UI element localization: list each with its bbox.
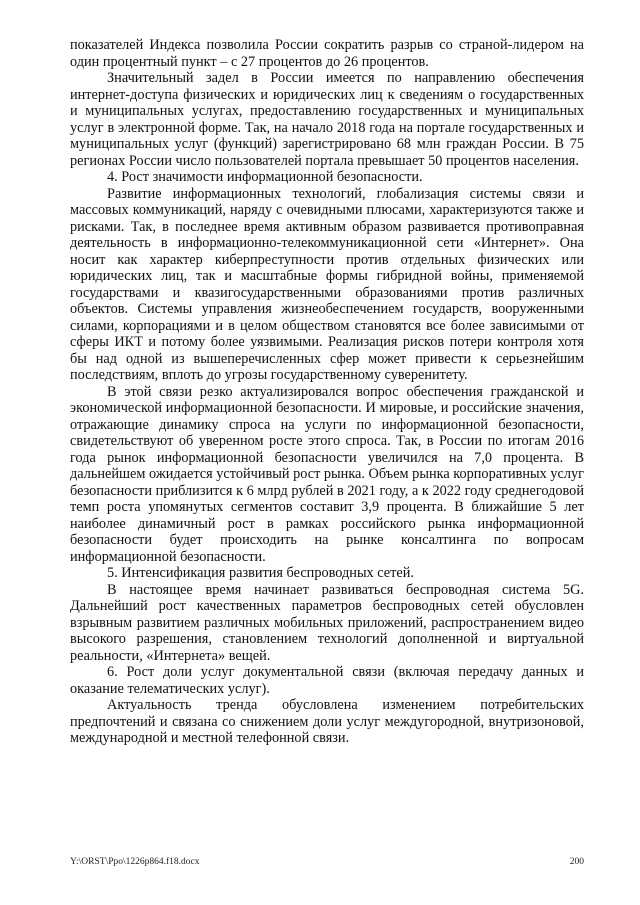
paragraph-continuation: показателей Индекса позволила России сократить разрыв со страной-лидером на один процентный пункт – с 27 процентов до 26 процентов.	[70, 37, 584, 70]
paragraph-info-tech-risks: Развитие информационных технологий, глобализация системы связи и массовых коммуникаций, наряду с очевидными плюсами, характеризуются также и рисками. Так, в последнее время активным образом развивается противоправная деятельность в информационно-телекоммуникационной сети «Интернет». Она носит как характер киберпреступности против отдельных физических или юридических лиц, так и масштабные формы гибридной войны, применяемой государствами и квазигосударственными образованиями против различных объектов. Системы управления жизнеобеспечением государств, вооруженными силами, корпорациями и в целом обществом становятся все более зависимыми от сферы ИКТ и потому более уязвимыми. Реализация рисков потери контроля хотя бы над одной из вышеперечисленных сфер может привести к серьезнейшим последствиям, вплоть до угрозы государственному суверенитету.	[70, 185, 584, 383]
document-body	[70, 37, 584, 747]
footer-file-path: Y:\ORST\Ppo\1226p864.f18.docx	[70, 857, 200, 867]
section-heading-4: 4. Рост значимости информационной безопасности.	[107, 169, 423, 185]
page-number: 200	[569, 857, 584, 867]
section-heading-5: 5. Интенсификация развития беспроводных сетей.	[107, 565, 414, 581]
section-heading-6: 6. Рост доли услуг документальной связи (включая передачу данных и оказание телематических услуг).	[70, 664, 584, 697]
paragraph-5g: В настоящее время начинает развиваться беспроводная система 5G. Дальнейший рост качественных параметров беспроводных сетей обусловлен взрывным развитием различных мобильных приложений, распространением видео высокого разрешения, становлением технологий дополненной и виртуальной реальности, «Интернета» вещей.	[70, 581, 584, 664]
paragraph-trend-relevance: Актуальность тренда обусловлена изменением потребительских предпочтений и связана со снижением доли услуг междугородной, внутризоновой, международной и местной телефонной связи.	[70, 697, 584, 746]
paragraph-info-security-market: В этой связи резко актуализировался вопрос обеспечения гражданской и экономической информационной безопасности. И мировые, и российские значения, отражающие динамику спроса на услуги по информационной безопасности, свидетельствуют об уверенном росте этого спроса. Так, в России по итогам 2016 года рынок информационной безопасности увеличился на 7,0 процента. В дальнейшем ожидается устойчивый рост рынка. Объем рынка корпоративных услуг безопасности приблизится к 6 млрд рублей в 2021 году, а к 2022 году среднегодовой темп роста упомянутых сегментов составит 3,9 процента. В ближайшие 5 лет наиболее динамичный рост в рамках российского рынка информационной безопасности будет происходить на рынке консалтинга по вопросам информационной безопасности.	[70, 383, 584, 565]
paragraph-internet-access: Значительный задел в России имеется по направлению обеспечения интернет-доступа физических и юридических лиц к сведениям о государственных и муниципальных услугах, предоставлению государственных и муниципальных услуг в электронной форме. Так, на начало 2018 года на портале государственных и муниципальных услуг (функций) зарегистрировано 68 млн граждан России. В 75 регионах России число пользователей портала превышает 50 процентов населения.	[70, 70, 584, 169]
